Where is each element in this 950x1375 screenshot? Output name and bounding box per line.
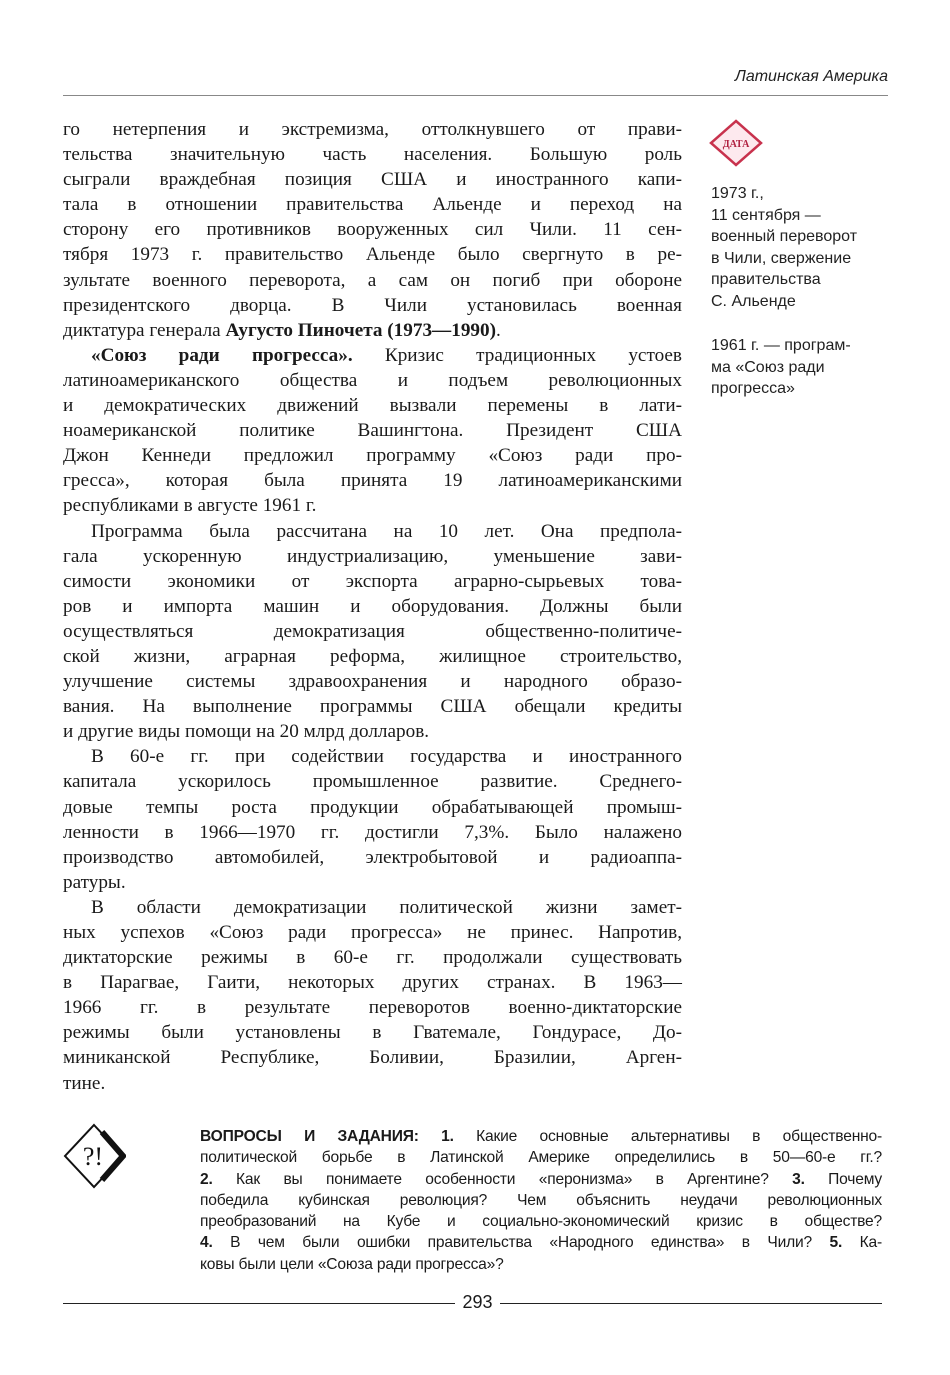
text-segment: симости экономики от экспорта аграрно-сырьевых това- <box>63 570 682 592</box>
text-segment: Какие основные альтернативы в общественно- <box>453 1128 882 1145</box>
main-text <box>63 117 682 1096</box>
text-segment: гресса», которая была принята 19 латиноамериканскими <box>63 470 682 492</box>
margin-note <box>711 183 857 312</box>
margin-note-line: 11 сентября — <box>711 206 821 224</box>
margin-note-line: 1973 г., <box>711 185 764 202</box>
margin-note-line: прогресса» <box>711 380 795 397</box>
text-segment: Кризис традиционных устоев <box>352 344 682 366</box>
margin-note <box>711 335 851 400</box>
text-line <box>63 845 682 870</box>
text-segment: сторону его противников вооруженных сил Чили. 11 сен- <box>63 219 682 241</box>
text-line <box>63 895 682 920</box>
text-line <box>200 1147 882 1168</box>
questions-and-tasks <box>200 1126 882 1275</box>
text-line <box>63 744 682 769</box>
text-line <box>63 519 682 544</box>
header-rule <box>63 95 888 96</box>
running-title: Латинская Америка <box>734 68 888 85</box>
text-segment: ратуры. <box>63 871 126 893</box>
text-line <box>63 418 682 443</box>
bold-segment: 3. <box>792 1170 805 1188</box>
text-line <box>63 468 682 493</box>
margin-note-line: ма «Союз ради <box>711 358 825 376</box>
text-line <box>63 719 682 744</box>
text-segment: тине. <box>63 1072 106 1094</box>
text-segment: ской жизни, аграрная реформа, жилищное строительство, <box>63 645 682 667</box>
text-segment: и другие виды помощи на 20 млрд долларов. <box>63 721 430 743</box>
text-line <box>63 970 682 995</box>
bold-segment: 4. <box>200 1234 213 1252</box>
text-segment: в Парагвае, Гаити, некоторых других странах. В 1963— <box>63 972 682 994</box>
questions-icon <box>62 1122 126 1190</box>
text-line <box>63 544 682 569</box>
text-line <box>63 217 682 242</box>
text-segment: вания. На выполнение программы США обещали кредиты <box>63 696 682 718</box>
bold-segment: Аугусто Пиночета (1973—1990) <box>225 319 496 341</box>
text-line <box>63 870 682 895</box>
text-segment: победила кубинская революция? Чем объяснить неудачи революционных <box>200 1191 882 1209</box>
text-line <box>63 769 682 794</box>
text-line <box>63 167 682 192</box>
text-segment: 1966 гг. в результате переворотов военно-диктаторские <box>63 997 682 1019</box>
margin-note-line: военный переворот <box>711 228 858 245</box>
text-segment: тала в отношении правительства Альенде и переход на <box>63 194 682 216</box>
bold-segment: 2. <box>200 1170 213 1188</box>
text-line <box>63 569 682 594</box>
text-segment: улучшение системы здравоохранения и народного образо- <box>63 671 682 693</box>
text-segment: капитала ускорилось промышленное развитие. Среднего- <box>63 771 682 793</box>
margin-note-line: С. Альенде <box>711 292 796 310</box>
text-segment: Ка- <box>842 1234 882 1252</box>
text-line <box>200 1232 882 1253</box>
text-line <box>63 117 682 142</box>
bold-segment: 5. <box>829 1234 843 1252</box>
text-segment: тября 1973 г. правительство Альенде было свергнуто в ре- <box>63 244 682 266</box>
text-segment: миниканской Республике, Боливии, Бразилии, Арген- <box>63 1047 682 1069</box>
svg-text:ДАТА: ДАТА <box>722 139 750 150</box>
text-segment: тельства значительную часть населения. Большую роль <box>63 144 682 166</box>
text-segment: . <box>496 319 501 341</box>
text-line <box>63 1020 682 1045</box>
footer-rule-right <box>500 1303 882 1304</box>
text-line <box>200 1190 882 1211</box>
text-segment: производство автомобилей, электробытовой и радиоаппа- <box>63 846 682 868</box>
text-segment: Почему <box>804 1170 882 1188</box>
text-line <box>63 268 682 293</box>
text-line <box>63 1045 682 1070</box>
text-line <box>63 493 682 518</box>
text-line <box>200 1126 882 1147</box>
bold-segment: «Союз ради прогресса». <box>91 344 353 366</box>
text-segment: ленности в 1966—1970 гг. достигли 7,3%. Было налажено <box>63 821 682 843</box>
text-segment: ров и импорта машин и оборудования. Должны были <box>63 595 682 617</box>
text-segment: президентского дворца. В Чили установилась военная <box>63 294 682 316</box>
text-segment: довые темпы роста продукции обрабатывающей промыш- <box>63 796 682 818</box>
text-line <box>63 318 682 343</box>
footer-rule-left <box>63 1303 455 1304</box>
text-segment: сыграли враждебная позиция США и иностранного капи- <box>63 169 682 191</box>
text-line <box>63 594 682 619</box>
margin-note-line: 1961 г. — програм- <box>711 337 851 354</box>
date-icon <box>708 118 764 168</box>
text-line <box>200 1254 882 1275</box>
text-segment: режимы были установлены в Гватемале, Гондурасе, До- <box>63 1022 682 1044</box>
text-line <box>63 644 682 669</box>
text-line <box>63 192 682 217</box>
text-line <box>63 343 682 368</box>
text-line <box>63 293 682 318</box>
text-line <box>200 1169 882 1190</box>
text-line <box>63 669 682 694</box>
text-segment: зультате военного переворота, а сам он погиб при обороне <box>63 269 682 291</box>
margin-note-line: правительства <box>711 271 821 288</box>
text-line <box>63 393 682 418</box>
text-line <box>63 795 682 820</box>
text-segment: ных успехов «Союз ради прогресса» не принес. Напротив, <box>63 922 682 943</box>
text-segment: диктатура генерала <box>63 319 226 341</box>
text-segment: латиноамериканского общества и подъем революционных <box>63 369 682 391</box>
page-number: 293 <box>462 1292 493 1312</box>
text-line <box>63 920 682 945</box>
text-line <box>200 1211 882 1232</box>
text-line <box>63 820 682 845</box>
bold-segment: ВОПРОСЫ И ЗАДАНИЯ: 1. <box>200 1128 454 1145</box>
text-line <box>63 694 682 719</box>
text-segment: политической борьбе в Латинской Америке определились в 50—60-е гг.? <box>200 1149 882 1167</box>
text-segment: ноамериканской политике Вашингтона. Президент США <box>63 420 682 442</box>
text-line <box>63 142 682 167</box>
text-segment: и демократических движений вызвали перемены в лати- <box>63 395 682 417</box>
text-line <box>63 242 682 267</box>
text-segment: Как вы понимаете особенности «перонизма» в Аргентине? <box>212 1170 793 1188</box>
text-segment: В области демократизации политической жизни замет- <box>91 896 682 918</box>
text-line <box>63 368 682 393</box>
text-segment: республиками в августе 1961 г. <box>63 495 317 517</box>
text-line <box>63 443 682 468</box>
text-segment: В 60-е гг. при содействии государства и иностранного <box>91 746 682 768</box>
text-line <box>63 619 682 644</box>
text-segment: В чем были ошибки правительства «Народного единства» в Чили? <box>212 1234 830 1252</box>
text-segment: гала ускоренную индустриализацию, уменьшение зави- <box>63 545 682 567</box>
text-segment: диктаторские режимы в 60-е гг. продолжали существовать <box>63 947 682 969</box>
text-line <box>63 1071 682 1096</box>
svg-text:?!: ?! <box>82 1142 104 1171</box>
text-segment: ковы были цели «Союза ради прогресса»? <box>200 1255 504 1273</box>
text-segment: преобразований на Кубе и социально-экономический кризис в обществе? <box>200 1213 882 1231</box>
text-segment: го нетерпения и экстремизма, оттолкнувшего от прави- <box>63 119 682 140</box>
margin-note-line: в Чили, свержение <box>711 249 852 267</box>
text-line <box>63 945 682 970</box>
text-line <box>63 995 682 1020</box>
text-segment: осуществляться демократизация общественно-политиче- <box>63 620 682 642</box>
text-segment: Программа была рассчитана на 10 лет. Она предпола- <box>91 520 682 542</box>
text-segment: Джон Кеннеди предложил программу «Союз ради про- <box>63 445 682 467</box>
